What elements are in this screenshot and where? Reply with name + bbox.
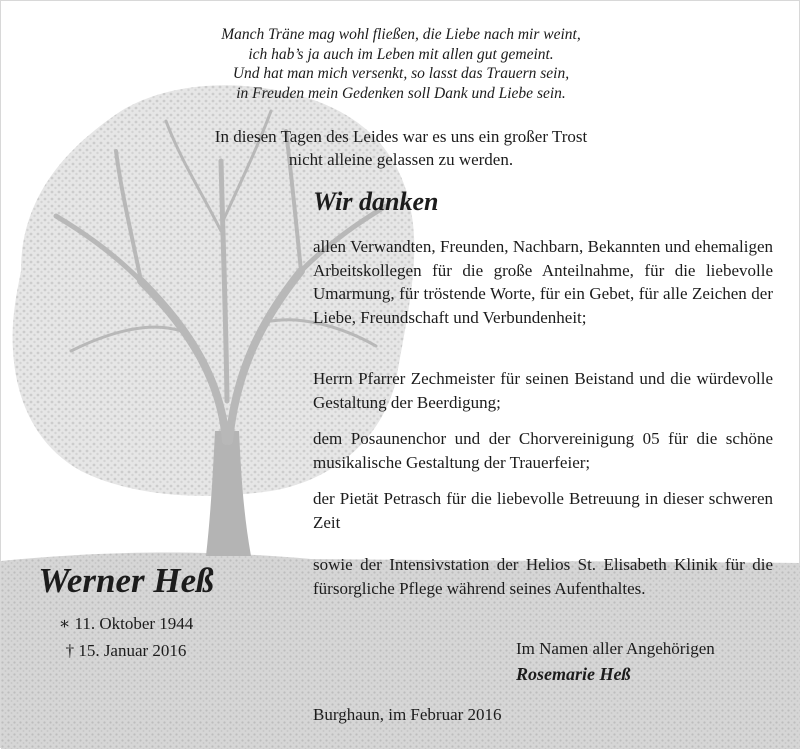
intro-line: nicht alleine gelassen zu werden. [288,150,514,169]
birth-date: ∗ 11. Oktober 1944 [58,614,194,633]
deceased-name: Werner Heß [38,561,214,600]
thanks-heading: Wir danken [313,187,439,216]
intro-line: In diesen Tagen des Leides war es uns ein großer Trost [214,127,588,146]
signature-line: Im Namen aller Angehörigen [516,639,715,658]
thanks-paragraph: allen Verwandten, Freunden, Nachbarn, Bekannten und ehemaligen Arbeitskollegen für die große Anteilnahme, für die liebevolle Umarmung, für tröstende Worte, für ein Gebet, für alle Zeichen der Liebe, Freundschaft und Verbundenheit; [313,237,773,327]
poem-line: Und hat man mich versenkt, so lasst das Trauern sein, [232,65,570,82]
thanks-paragraph: Herrn Pfarrer Zechmeister für seinen Beistand und die würdevolle Gestaltung der Beerdigung; [313,369,773,412]
life-dates [1,610,251,664]
death-date: † 15. Januar 2016 [65,641,187,660]
thanks-paragraph: sowie der Intensivstation der Helios St. Elisabeth Klinik für die fürsorgliche Pflege während seines Aufenthaltes. [313,555,773,598]
poem-line: ich hab’s ja auch im Leben mit allen gut gemeint. [248,45,554,63]
thanks-paragraph: dem Posaunenchor und der Chorvereinigung 05 für die schöne musikalische Gestaltung der Trauerfeier; [313,429,773,472]
poem-line: Manch Träne mag wohl fließen, die Liebe nach mir weint, [221,26,581,43]
place-date: Burghaun, im Februar 2016 [313,705,502,724]
poem [151,25,651,103]
signature-name: Rosemarie Heß [516,664,631,684]
thanks-paragraph: der Pietät Petrasch für die liebevolle Betreuung in dieser schweren Zeit [313,489,773,532]
poem-line: in Freuden mein Gedenken soll Dank und Liebe sein. [236,84,566,102]
intro-text [151,125,651,171]
